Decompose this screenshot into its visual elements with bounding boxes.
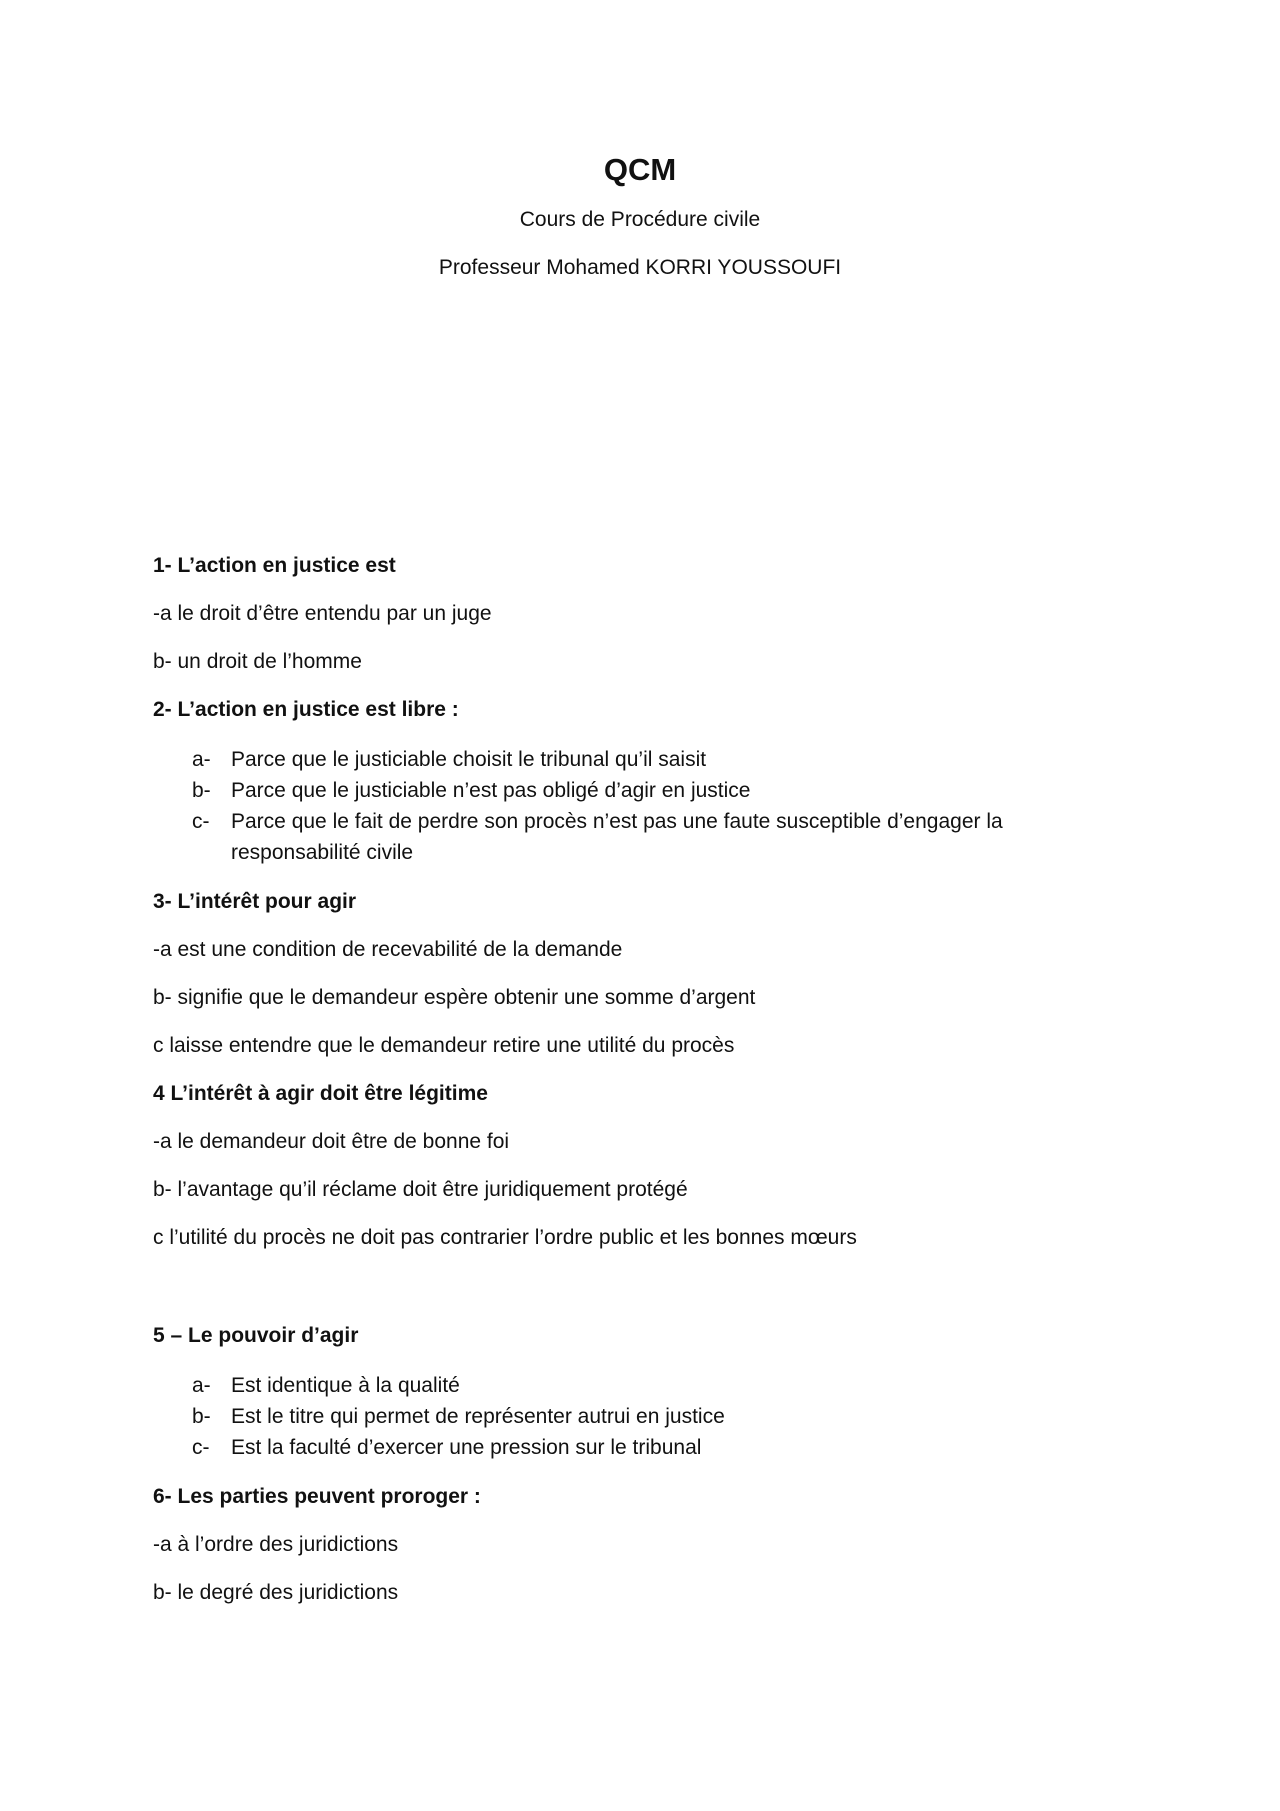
- question-2-title: 2- L’action en justice est libre :: [153, 698, 459, 721]
- question-4-option-a: -a le demandeur doit être de bonne foi: [153, 1130, 510, 1153]
- option-text: Parce que le justiciable choisit le tribunal qu’il saisit: [231, 748, 707, 771]
- question-6-option-b: b- le degré des juridictions: [153, 1581, 399, 1604]
- option-text: Est la faculté d’exercer une pression sur le tribunal: [231, 1436, 702, 1459]
- question-1-option-a: -a le droit d’être entendu par un juge: [153, 602, 492, 625]
- course-name: Cours de Procédure civile: [519, 208, 761, 231]
- option-marker: b-: [192, 1405, 211, 1428]
- question-3-option-b: b- signifie que le demandeur espère obtenir une somme d’argent: [153, 986, 756, 1009]
- spacer: [153, 1272, 1133, 1322]
- question-2-option-b: [153, 775, 1133, 806]
- option-text: Parce que le fait de perdre son procès n’est pas une faute susceptible d’engager la responsabilité civile: [231, 810, 1003, 864]
- question-4-option-b: b- l’avantage qu’il réclame doit être juridiquement protégé: [153, 1178, 688, 1201]
- question-3-option-c: c laisse entendre que le demandeur retire une utilité du procès: [153, 1034, 735, 1057]
- question-3-option-a: -a est une condition de recevabilité de la demande: [153, 938, 623, 961]
- option-text: Est identique à la qualité: [231, 1374, 460, 1397]
- question-4-option-c: c l’utilité du procès ne doit pas contrarier l’ordre public et les bonnes mœurs: [153, 1226, 857, 1249]
- question-5-option-a: [153, 1370, 1133, 1401]
- question-5-option-c: [153, 1432, 1133, 1463]
- professor-name: Professeur Mohamed KORRI YOUSSOUFI: [438, 256, 842, 279]
- document-title: QCM: [603, 152, 677, 187]
- question-5-option-b: [153, 1401, 1133, 1432]
- question-2-options: [153, 744, 1133, 868]
- question-2-option-a: [153, 744, 1133, 775]
- option-marker: c-: [192, 810, 210, 833]
- option-text: Est le titre qui permet de représenter autrui en justice: [231, 1405, 725, 1428]
- question-list: [153, 552, 1133, 1627]
- option-marker: a-: [192, 1374, 211, 1397]
- question-3-title: 3- L’intérêt pour agir: [153, 890, 357, 913]
- option-text: Parce que le justiciable n’est pas obligé d’agir en justice: [231, 779, 751, 802]
- question-6-option-a: -a à l’ordre des juridictions: [153, 1533, 399, 1556]
- question-5-options: [153, 1370, 1133, 1463]
- question-5-title: 5 – Le pouvoir d’agir: [153, 1324, 359, 1347]
- question-6-title: 6- Les parties peuvent proroger :: [153, 1485, 481, 1508]
- option-marker: c-: [192, 1436, 210, 1459]
- question-1-title: 1- L’action en justice est: [153, 554, 396, 577]
- question-4-title: 4 L’intérêt à agir doit être légitime: [153, 1082, 488, 1105]
- option-marker: a-: [192, 748, 211, 771]
- question-2-option-c: [153, 806, 1133, 868]
- question-1-option-b: b- un droit de l’homme: [153, 650, 362, 673]
- document-header: [0, 150, 1280, 302]
- option-marker: b-: [192, 779, 211, 802]
